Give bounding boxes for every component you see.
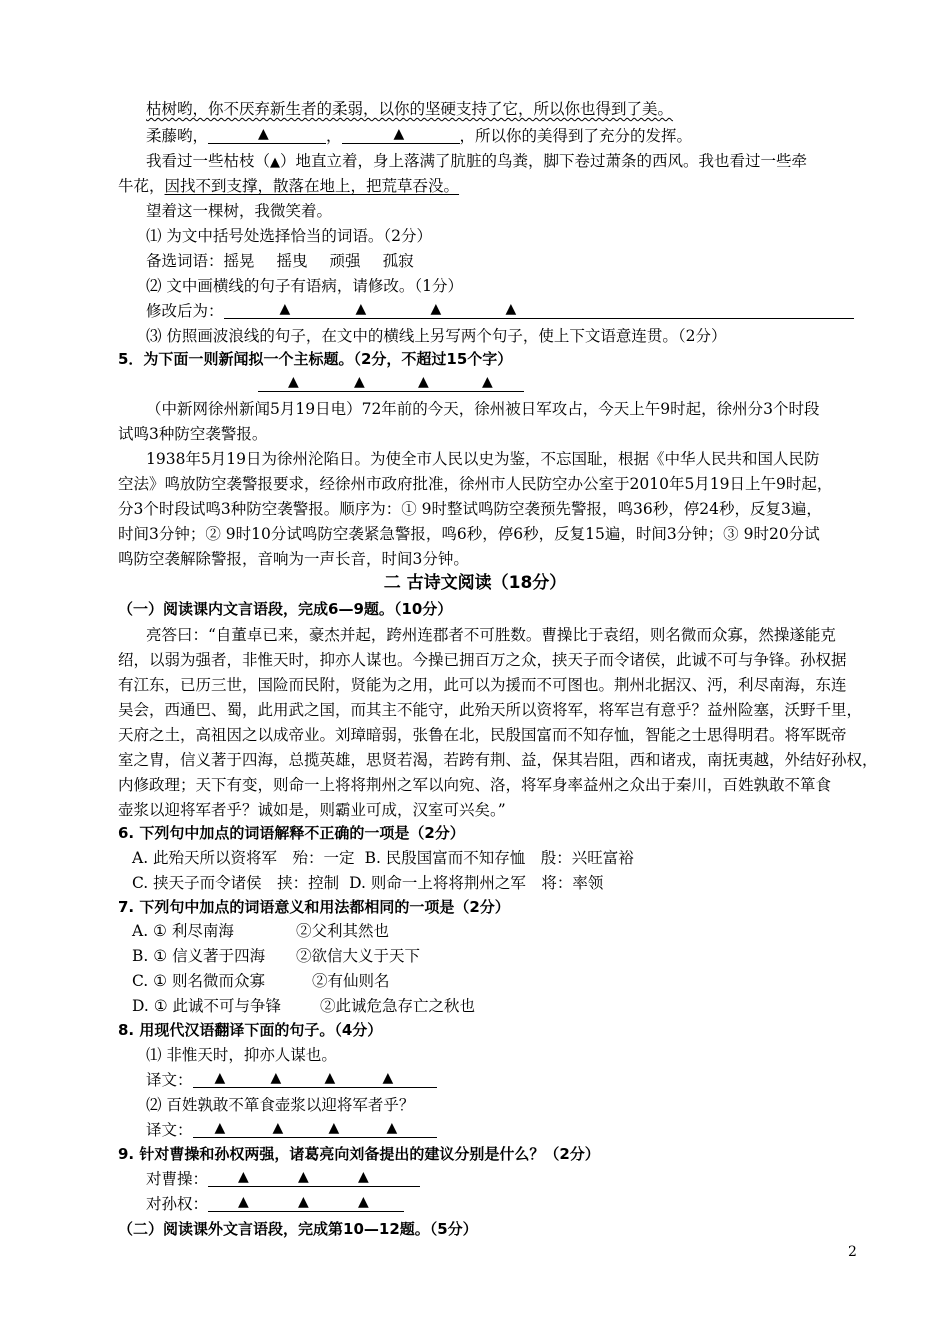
q8-title: 8. 用现代汉语翻译下面的句子。（4分） xyxy=(118,1021,383,1039)
passage-line: 吴会，西通巴、蜀，此用武之国，而其主不能守，此殆天所以资将军，将军岂有意乎？益州险塞，沃野千里， xyxy=(118,701,863,719)
option-c[interactable]: C. ① 则名微而众寡 ②有仙则名 xyxy=(132,972,390,990)
answer-blank[interactable]: ▲ xyxy=(208,125,326,144)
q6-row2 xyxy=(132,872,603,894)
news-text: 1938年5月19日为徐州沦陷日。为使全市人民以史为鉴，不忘国耻，根据《中华人民共和国人民防 xyxy=(146,450,820,468)
news-text: 空法》鸣放防空袭警报要求，经徐州市政府批准，徐州市人民防空办公室于2010年5月19日上午9时起， xyxy=(118,475,833,493)
news-text: （中新网徐州新闻5月19日电）72年前的今天，徐州被日军攻占，今天上午9时起，徐州分3个时段 xyxy=(146,400,820,418)
passage-line: 室之胄，信义著于四海，总揽英雄，思贤若渴，若跨有荆、益，保其岩阻，西和诸戎，南抚夷越，外结好孙权， xyxy=(118,751,878,769)
answer-blank[interactable]: ▲ xyxy=(342,125,460,144)
answer-line[interactable]: ▲ ▲ ▲ ▲ xyxy=(258,373,524,392)
q4-fix: 修改后为： ▲ ▲ ▲ ▲ xyxy=(146,300,854,322)
passage-line: 亮答曰：“自董卓已来，豪杰并起，跨州连郡者不可胜数。曹操比于袁绍，则名微而众寡，然操遂能克 xyxy=(146,626,836,644)
q5-answer xyxy=(258,373,524,395)
wavy-sentence: 枯树哟，你不厌弃新生者的柔弱，以你的坚硬支持了它，所以你也得到了美。 xyxy=(146,100,674,118)
passage-line: 有江东，已历三世，国险而民附，贤能为之用，此可以为援而不可图也。荆州北据汉、沔，利尽南海，东连 xyxy=(118,676,847,694)
option-b[interactable]: B. ① 信义著于四海 ②欲信大义于天下 xyxy=(132,947,421,965)
option-c[interactable]: C. 挟天子而令诸侯 挟：控制 xyxy=(132,874,340,892)
passage-line: 内修政理；天下有变，则命一上将将荆州之军以向宛、洛，将军身率益州之众出于秦川，百姓孰敢不箪食 xyxy=(118,776,832,794)
news-text: 试鸣3种防空袭警报。 xyxy=(118,425,268,443)
q4-line4: 牛花，因找不到支撑，散落在地上，把荒草吞没。 xyxy=(118,177,460,195)
part-title: （二）阅读课外文言语段，完成第10—12题。（5分） xyxy=(118,1220,478,1238)
answer-blank-marker[interactable]: ▲ xyxy=(270,155,281,170)
q7-title: 7. 下列句中加点的词语意义和用法都相同的一项是（2分） xyxy=(118,898,510,916)
q8-answer2: 译文： ▲ ▲ ▲ ▲ xyxy=(146,1119,437,1141)
option-a[interactable]: A. 此殆天所以资将军 殆：一定 xyxy=(132,849,355,867)
q4-line1 xyxy=(146,98,673,120)
answer-line[interactable]: ▲ ▲ ▲ xyxy=(208,1193,404,1212)
answer-line[interactable]: ▲ ▲ ▲ ▲ xyxy=(193,1119,437,1138)
q6-title: 6. 下列句中加点的词语解释不正确的一项是（2分） xyxy=(118,824,465,842)
news-text: 鸣防空袭解除警报，音响为一声长音，时间3分钟。 xyxy=(118,550,469,568)
option-a[interactable]: A. ① 利尽南海 ②父利其然也 xyxy=(132,922,390,940)
passage-line: 壶浆以迎将军者乎？诚如是，则霸业可成，汉室可兴矣。” xyxy=(118,801,506,819)
q4-line3: 我看过一些枯枝（▲）地直立着，身上落满了肮脏的鸟粪，脚下卷过萧条的西风。我也看过一些牵 xyxy=(146,152,808,170)
answer-line[interactable]: ▲ ▲ ▲ xyxy=(208,1168,420,1187)
q4-options: 备选词语：摇晃 摇曳 顽强 孤寂 xyxy=(146,252,414,270)
passage-line: 天府之土，高祖因之以成帝业。刘璋暗弱，张鲁在北，民殷国富而不知存恤，智能之士思得明君。将军既帝 xyxy=(118,726,847,744)
news-text: 分3个时段试鸣3种防空袭警报。顺序为：① 9时整试鸣防空袭预先警报，鸣36秒，停24秒，反复3遍， xyxy=(118,500,822,518)
option-b[interactable]: B. 民殷国富而不知存恤 殷：兴旺富裕 xyxy=(364,849,634,867)
q9-sun: 对孙权： ▲ ▲ ▲ xyxy=(146,1193,404,1215)
passage-line: 绍，以弱为强者，非惟天时，抑亦人谋也。今操已拥百万之众，挟天子而令诸侯，此诚不可与争锋。孙权据 xyxy=(118,651,847,669)
q6-row1 xyxy=(132,847,634,869)
part-title: （一）阅读课内文言语段，完成6—9题。（10分） xyxy=(118,600,453,618)
q5-title: 5．为下面一则新闻拟一个主标题。（2分，不超过15个字） xyxy=(118,350,513,368)
q8-answer1: 译文： ▲ ▲ ▲ ▲ xyxy=(146,1069,437,1091)
q9-title: 9. 针对曹操和孙权两强，诸葛亮向刘备提出的建议分别是什么？（2分） xyxy=(118,1145,600,1163)
answer-line[interactable]: ▲ ▲ ▲ ▲ xyxy=(224,300,854,319)
page-number: 2 xyxy=(848,1244,857,1260)
q4-sub1: ⑴ 为文中括号处选择恰当的词语。（2分） xyxy=(146,227,433,245)
q9-cao: 对曹操： ▲ ▲ ▲ xyxy=(146,1168,420,1190)
option-d[interactable]: D. 则命一上将将荆州之军 将：率领 xyxy=(349,874,604,892)
section-title: 二 古诗文阅读（18分） xyxy=(383,573,567,593)
news-text: 时间3分钟；② 9时10分试鸣防空袭紧急警报，鸣6秒，停6秒，反复15遍，时间3分钟；③ 9时20分试 xyxy=(118,525,820,543)
faulty-sentence: 因找不到支撑，散落在地上，把荒草吞没。 xyxy=(164,177,460,195)
q4-line2: 柔藤哟， ▲ ， ▲ ，所以你的美得到了充分的发挥。 xyxy=(146,126,693,145)
q8-sentence2: ⑵ 百姓孰敢不箪食壶浆以迎将军者乎？ xyxy=(146,1096,415,1114)
option-d[interactable]: D. ① 此诚不可与争锋 ②此诚危急存亡之秋也 xyxy=(132,997,476,1015)
answer-line[interactable]: ▲ ▲ ▲ ▲ xyxy=(193,1069,437,1088)
q4-sub3: ⑶ 仿照画波浪线的句子，在文中的横线上另写两个句子，使上下文语意连贯。（2分） xyxy=(146,327,727,345)
q4-line5: 望着这一棵树，我微笑着。 xyxy=(146,202,333,220)
q8-sentence1: ⑴ 非惟天时，抑亦人谋也。 xyxy=(146,1046,337,1064)
q4-sub2: ⑵ 文中画横线的句子有语病，请修改。（1分） xyxy=(146,277,464,295)
